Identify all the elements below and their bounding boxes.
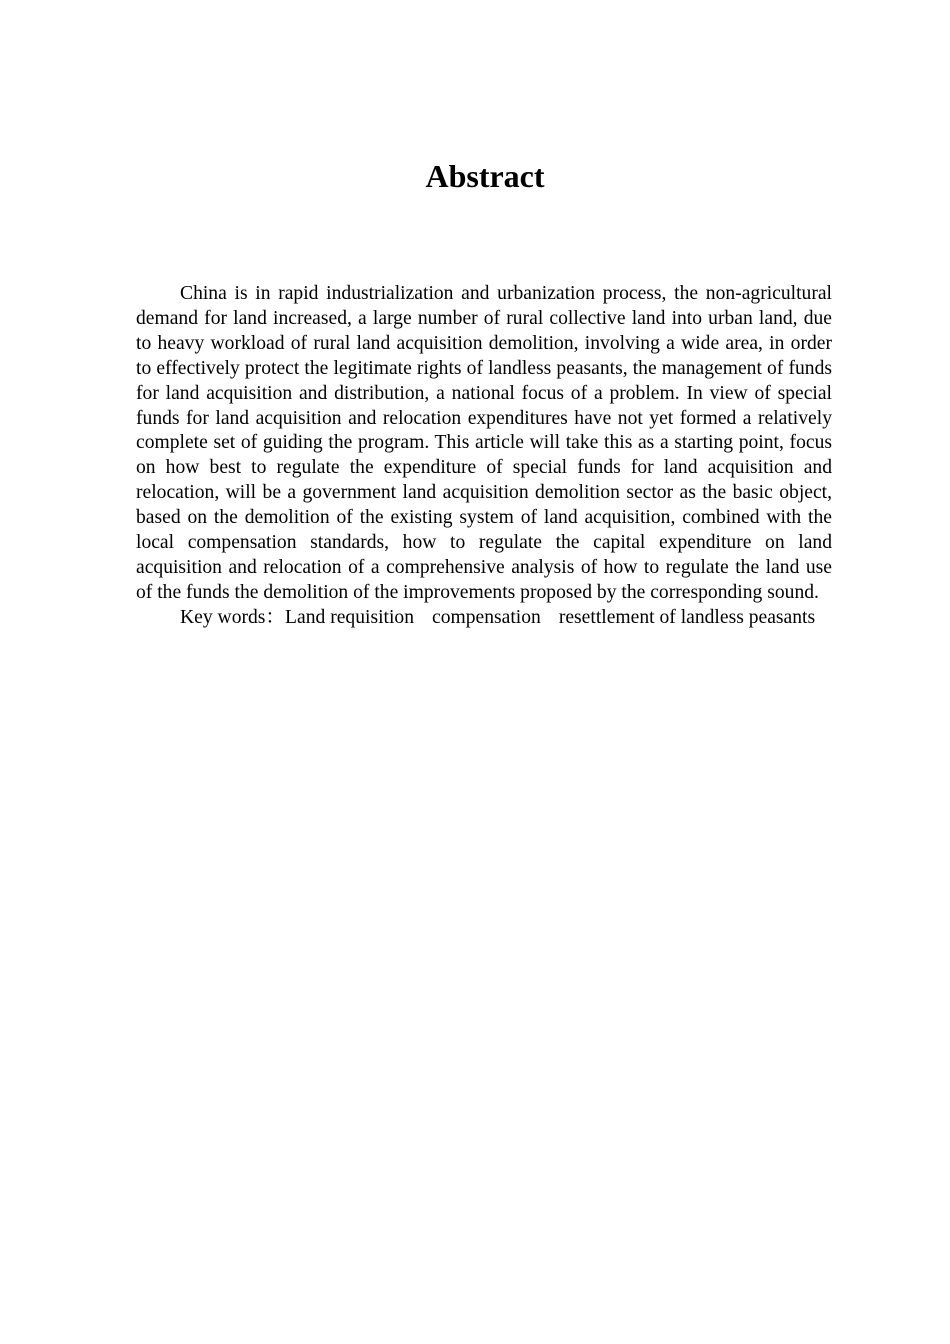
abstract-paragraph: China is in rapid industrialization and urbanization process, the non-agricultural demand for land increased, a large number of rural collective land into urban land, due to heavy workload of rural land acquisition demolition, involving a wide area, in order to effectively protect the legitimate rights of landless peasants, the management of funds for land acquisition and distribution, a national focus of a problem. In view of special funds for land acquisition and relocation expenditures have not yet formed a relatively complete set of guiding the program. This article will take this as a starting point, focus on how best to regulate the expenditure of special funds for land acquisition and relocation, will be a government land acquisition demolition sector as the basic object, based on the demolition of the existing system of land acquisition, combined with the local compensation standards, how to regulate the capital expenditure on land acquisition and relocation of a comprehensive analysis of how to regulate the land use of the funds the demolition of the improvements proposed by the corresponding sound. <box>136 283 832 603</box>
abstract-body <box>136 282 832 631</box>
keywords-label: Key words： <box>180 606 286 628</box>
keyword-item: resettlement of landless peasants <box>558 606 816 628</box>
keyword-item: compensation <box>432 606 541 628</box>
keyword-item: Land requisition <box>285 606 414 628</box>
keywords-paragraph <box>136 606 832 631</box>
abstract-title: Abstract <box>425 158 545 194</box>
